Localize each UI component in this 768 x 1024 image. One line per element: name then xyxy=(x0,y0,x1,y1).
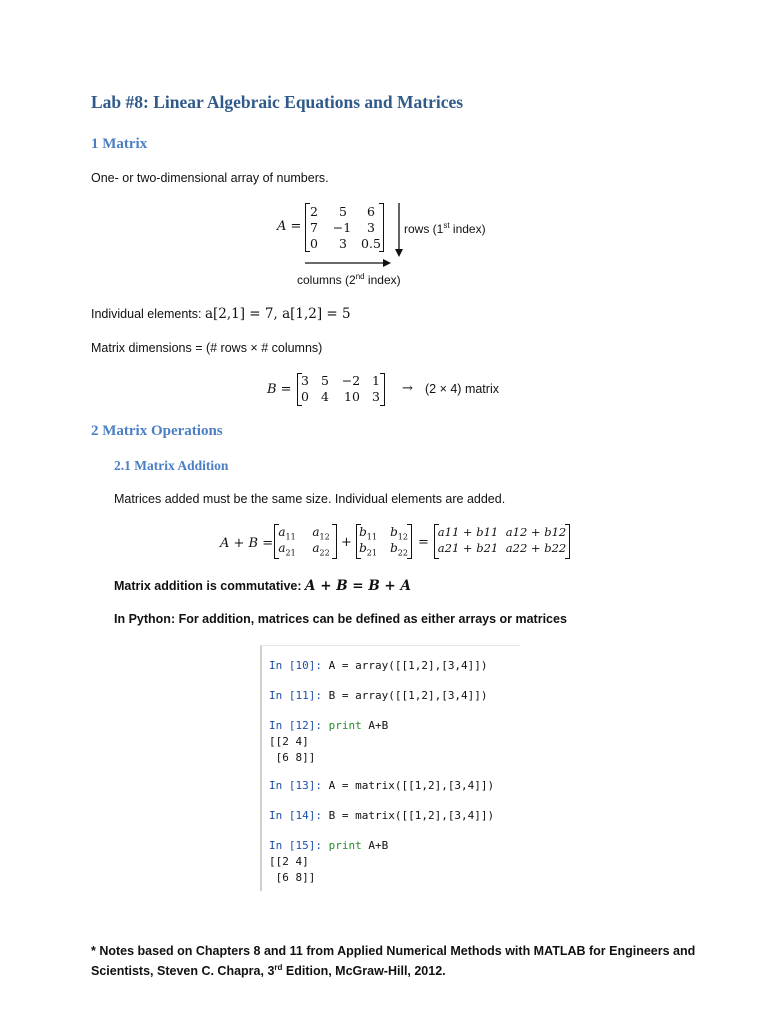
code-output: [[2 4] xyxy=(269,855,309,868)
subsection-heading-matrix-addition: 2.1 Matrix Addition xyxy=(114,458,229,473)
individual-elements-label: Individual elements: xyxy=(91,307,202,321)
matrix-a-cell: 7 xyxy=(310,220,318,235)
code-line: In [15]: print A+B xyxy=(269,839,389,852)
matrix-b-cell: 3 xyxy=(301,373,309,388)
matrix-a-cell: 2 xyxy=(310,204,318,219)
individual-elements-line xyxy=(91,306,351,322)
code-line: In [11]: B = array([[1,2],[3,4]]) xyxy=(269,689,488,702)
matrix-description: One- or two-dimensional array of numbers. xyxy=(91,171,329,185)
matrix-a-generic-cell: $a_{12}$ xyxy=(312,525,330,542)
python-note: In Python: For addition, matrices can be defined as either arrays or matrices xyxy=(114,612,567,626)
section-heading-matrix-operations: 2 Matrix Operations xyxy=(91,423,223,439)
matrix-a-cell: 3 xyxy=(339,236,347,251)
matrix-a-cell: 0.5 xyxy=(361,236,381,251)
matrix-b-dimension: (2 × 4) matrix xyxy=(425,382,499,396)
matrix-b-cell: −2 xyxy=(341,373,361,388)
code-output: [6 8]] xyxy=(269,751,316,764)
section-heading-matrix: 1 Matrix xyxy=(91,136,148,152)
matrix-b-generic-cell: $b_{22}$ xyxy=(390,541,408,558)
page-title: Lab #8: Linear Algebraic Equations and Matrices xyxy=(91,92,464,112)
commutative-math: A + B = B + A xyxy=(305,578,411,594)
code-line: In [10]: A = array([[1,2],[3,4]]) xyxy=(269,659,488,672)
equals-sign: = xyxy=(418,535,429,550)
commutative-label: Matrix addition is commutative: xyxy=(114,579,302,593)
code-output: [6 8]] xyxy=(269,871,316,884)
matrix-a-generic-cell: $a_{21}$ xyxy=(278,541,296,558)
individual-elements-math: a[2,1] = 7, a[1,2] = 5 xyxy=(204,306,351,322)
footnote-line-1: * Notes based on Chapters 8 and 11 from Applied Numerical Methods with MATLAB for Engineers and xyxy=(91,944,696,958)
matrix-a-cell: 0 xyxy=(310,236,318,251)
matrix-a-cell: −1 xyxy=(332,220,352,235)
matrix-b-cell: 0 xyxy=(301,389,309,404)
matrix-a-generic-cell: $a_{22}$ xyxy=(312,541,330,558)
plus-sign: + xyxy=(341,535,352,550)
code-output: [[2 4] xyxy=(269,735,309,748)
matrix-a-cell: 3 xyxy=(367,220,375,235)
code-line: In [13]: A = matrix([[1,2],[3,4]]) xyxy=(269,779,495,792)
matrix-a-generic-right-bracket xyxy=(332,524,337,559)
matrix-b-generic-cell: $b_{11}$ xyxy=(359,525,377,542)
columns-label: columns (2nd index) xyxy=(297,272,401,287)
matrix-b-cell: 3 xyxy=(372,389,380,404)
matrix-a-lhs: A = xyxy=(277,219,302,234)
sum-matrix-cell: a11 + b11 xyxy=(437,525,499,539)
sum-matrix-cell: a21 + b21 xyxy=(437,541,499,555)
code-line: In [12]: print A+B xyxy=(269,719,389,732)
matrix-dimensions-text: Matrix dimensions = (# rows × # columns) xyxy=(91,341,323,355)
addition-rule-text: Matrices added must be the same size. Individual elements are added. xyxy=(114,492,506,506)
rows-label: rows (1st index) xyxy=(404,221,486,236)
matrix-b-cell: 4 xyxy=(321,389,329,404)
matrix-b-cell: 10 xyxy=(344,389,360,404)
matrix-b-generic-cell: $b_{12}$ xyxy=(390,525,408,542)
matrix-a-generic-cell: $a_{11}$ xyxy=(278,525,296,542)
footnote-line-2: Scientists, Steven C. Chapra, 3rd Edition, McGraw-Hill, 2012. xyxy=(91,963,446,979)
matrix-b-cell: 5 xyxy=(321,373,329,388)
matrix-b-lhs: B = xyxy=(267,382,292,397)
columns-arrow-icon xyxy=(305,257,393,269)
matrix-b-cell: 1 xyxy=(372,373,380,388)
addition-lhs: A + B = xyxy=(220,536,274,551)
commutative-line xyxy=(114,578,411,594)
result-arrow: → xyxy=(402,381,413,396)
sum-matrix-cell: a22 + b22 xyxy=(505,541,567,555)
matrix-a-cell: 6 xyxy=(367,204,375,219)
code-line: In [14]: B = matrix([[1,2],[3,4]]) xyxy=(269,809,495,822)
sum-matrix-cell: a12 + b12 xyxy=(505,525,567,539)
matrix-a-cell: 5 xyxy=(339,204,347,219)
matrix-b-generic-cell: $b_{21}$ xyxy=(359,541,377,558)
